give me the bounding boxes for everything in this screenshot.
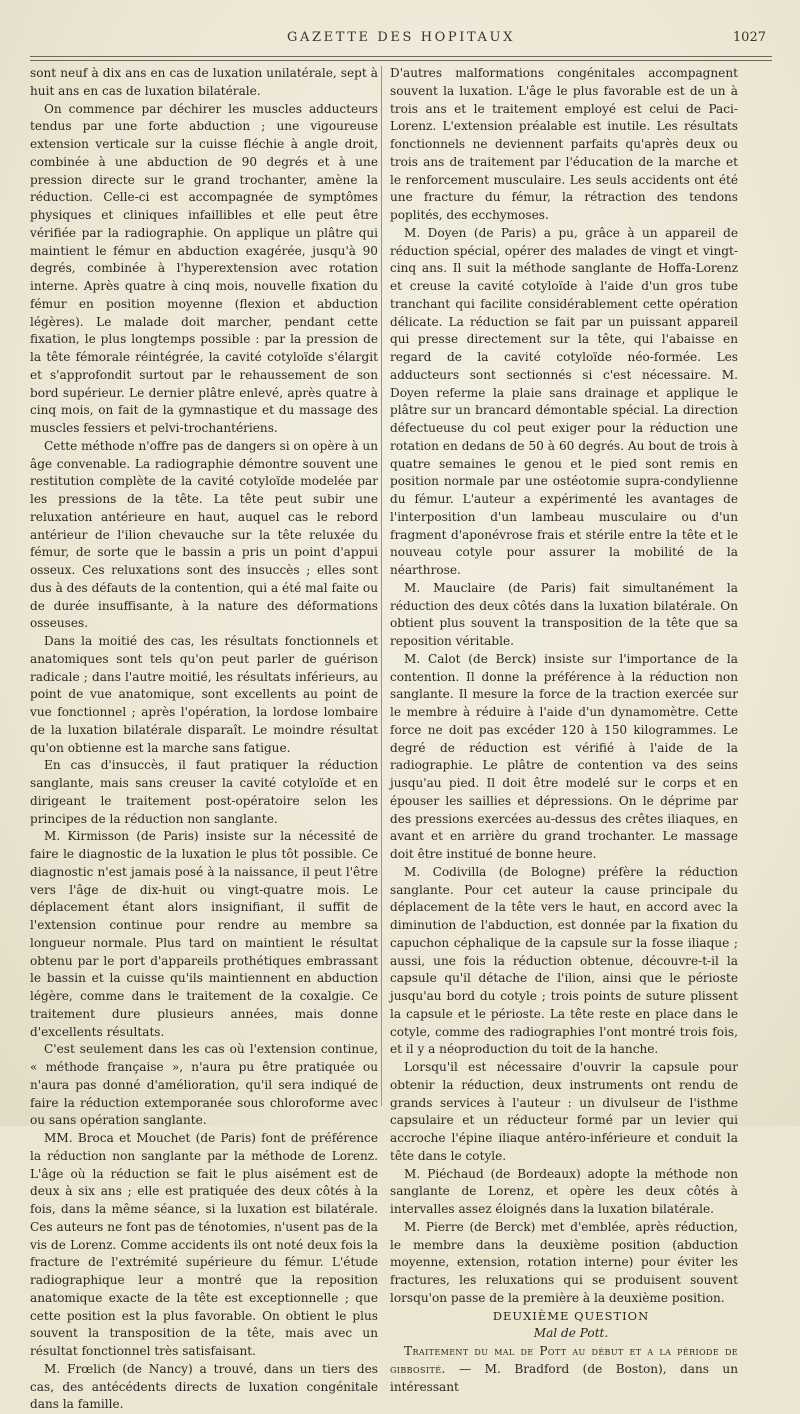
section-lead-text: — M. Bradford (de Boston), dans un intéressant <box>390 1361 738 1394</box>
paragraph: M. Frœlich (de Nancy) a trouvé, dans un tiers des cas, des antécédents directs de luxation congénitale dans la famille. <box>30 1361 378 1412</box>
section-heading: DEUXIÈME QUESTION <box>492 1308 650 1323</box>
section-lead-smallcaps: Traitement du mal de Pott au début et a la période de gibbosité. <box>390 1344 738 1376</box>
paragraph: D'autres malformations congénitales accompagnent souvent la luxation. L'âge le plus favorable est de un à trois ans et le traitement employé est celui de Paci-Lorenz. L'extension préalable est inutile. Les résultats fonctionnels ne deviennent parfaits qu'après deux ou trois ans de traitement par l'éducation de la marche et le renforcement musculaire. Les seuls accidents ont été une fracture du fémur, la rétraction des tendons poplités, des ecchymoses. <box>390 66 738 222</box>
paragraph: M. Mauclaire (de Paris) fait simultanément la réduction des deux côtés dans la luxation bilatérale. On obtient plus souvent la transposition de la tête que sa reposition véritable. <box>390 580 738 648</box>
page-number: 1027 <box>732 30 766 45</box>
paragraph: M. Kirmisson (de Paris) insiste sur la nécessité de faire le diagnostic de la luxation le plus tôt possible. Ce diagnostic n'est jamais posé à la naissance, il peut l'être vers l'âge de dix-huit ou vingt-quatre mois. Le déplacement étant alors insignifiant, il suffit de l'extension continue pour rendre au membre sa longueur normale. Plus tard on maintient le résultat obtenu par le port d'appareils prothétiques embrassant le bassin et la cuisse qu'ils maintiennent en abduction légère, comme dans le traitement de la coxalgie. Ce traitement dure plusieurs années, mais donne d'excellents résultats. <box>30 829 378 1039</box>
header-rule <box>30 56 772 57</box>
column-divider <box>381 66 382 1106</box>
paragraph: Lorsqu'il est nécessaire d'ouvrir la capsule pour obtenir la réduction, deux instruments ont rendu de grands services à l'auteur : un divulseur de l'isthme capsulaire et un réducteur formé par un levier qui accroche l'épine iliaque antéro-inférieure et conduit la tête dans le cotyle. <box>390 1060 738 1163</box>
paragraph: On commence par déchirer les muscles adducteurs tendus par une forte abduction ; une vigoureuse extension verticale sur la cuisse fléchie à angle droit, combinée à une abduction de 90 degrés et à une pression directe sur le grand trochanter, amène la réduction. Celle-ci est accompagnée de symptômes physiques et cliniques infaillibles et elle peut être vérifiée par la radiographie. On applique un plâtre qui maintient le fémur en abduction exagérée, jusqu'à 90 degrés, combinée à l'hyperextension avec rotation interne. Après quatre à cinq mois, nouvelle fixation du fémur en position moyenne (flexion et abduction légères). Le malade doit marcher, pendant cette fixation, le plus longtemps possible : par la pression de la tête fémorale réintégrée, la cavité cotyloïde s'élargit et s'approfondit surtout par le rehaussement de son bord supérieur. Le dernier plâtre enlevé, après quatre à cinq mois, on fait de la gymnastique et du massage des muscles fessiers et pelvi-trochantériens. <box>30 101 378 435</box>
right-column <box>390 65 738 1396</box>
paragraph: M. Doyen (de Paris) a pu, grâce à un appareil de réduction spécial, opérer des malades de vingt et vingt-cinq ans. Il suit la méthode sanglante de Hoffa-Lorenz et creuse la cavité cotyloïde à l'aide d'un gros tube tranchant qui facilite considérablement cette opération délicate. La réduction se fait par un puissant appareil qui presse directement sur la tête, qui l'abaisse en regard de la cavité cotyloïde néo-formée. Les adducteurs sont sectionnés si c'est nécessaire. M. Doyen referme la plaie sans drainage et applique le plâtre sur un brancard démontable spécial. La direction défectueuse du col peut exiger pour la réduction une rotation en dedans de 50 à 60 degrés. Au bout de trois à quatre semaines le genou et le pied sont remis en position normale par une ostéotomie supra-condylienne du fémur. L'auteur a expérimenté les avantages de l'interposition d'un lambeau musculaire ou d'un fragment d'aponévrose frais et stérile entre la tête et le nouveau cotyle pour assurer la mobilité de la néarthrose. <box>390 225 738 577</box>
paragraph: C'est seulement dans les cas où l'extension continue, « méthode française », n'aura pu être pratiquée ou n'aura pas donné d'amélioration, qu'il sera indiqué de faire la réduction extemporanée sous chloroforme avec ou sans opération sanglante. <box>30 1042 378 1128</box>
paragraph: En cas d'insuccès, il faut pratiquer la réduction sanglante, mais sans creuser la cavité cotyloïde et en dirigeant le traitement post-opératoire selon les principes de la réduction non sanglante. <box>30 758 378 826</box>
paragraph: Cette méthode n'offre pas de dangers si on opère à un âge convenable. La radiographie démontre souvent une restitution complète de la cavité cotyloïde modelée par les pressions de la tête. La tête peut subir une reluxation antérieure en haut, auquel cas le rebord antérieur de l'ilion chevauche sur la tête reluxée du fémur, de sorte que le bassin a pris un point d'appui osseux. Ces reluxations sont des insuccès ; elles sont dus à des défauts de la contention, qui a été mal faite ou de durée insuffisante, à la nature des déformations osseuses. <box>30 438 378 631</box>
page-header <box>30 26 772 50</box>
section-lead-paragraph <box>390 1343 738 1396</box>
left-column <box>30 65 378 1414</box>
paragraph: Dans la moitié des cas, les résultats fonctionnels et anatomiques sont tels qu'on peut parler de guérison radicale ; dans l'autre moitié, les résultats inférieurs, au point de vue anatomique, sont excellents au point de vue fonctionnel ; après l'opération, la lordose lombaire de la luxation bilatérale disparaît. Le moindre résultat qu'on obtienne est la marche sans fatigue. <box>30 634 378 755</box>
paragraph: M. Pierre (de Berck) met d'emblée, après réduction, le membre dans la deuxième position (abduction moyenne, extension, rotation interne) pour éviter les fractures, les reluxations qui se produisent souvent lorsqu'on passe de la première à la deuxième position. <box>390 1219 738 1305</box>
paragraph: M. Calot (de Berck) insiste sur l'importance de la contention. Il donne la préférence à la réduction non sanglante. Il mesure la force de la traction exercée sur le membre à réduire à l'aide d'un dynamomètre. Cette force ne doit pas excéder 120 à 150 kilogrammes. Le degré de réduction est vérifié à l'aide de la radiographie. Le plâtre de contention va des seins jusqu'au pied. Il doit être modelé sur le corps et en épouser les saillies et dépressions. On le déprime par des pressions exercées au-dessus des crêtes iliaques, en avant et en arrière du grand trochanter. Le massage doit être institué de bonne heure. <box>390 651 738 861</box>
paragraph: MM. Broca et Mouchet (de Paris) font de préférence la réduction non sanglante par la méthode de Lorenz. L'âge où la réduction se fait le plus aisément est de deux à six ans ; elle est pratiquée des deux côtés à la fois, dans la même séance, si la luxation est bilatérale. Ces auteurs ne font pas de ténotomies, n'usent pas de la vis de Lorenz. Comme accidents ils ont noté deux fois la fracture de l'extrémité supérieure du fémur. L'étude radiographique leur a montré que la reposition anatomique exacte de la tête est exceptionnelle ; que cette position est la plus favorable. On obtient le plus souvent la transposition de la tête, mais avec un résultat fonctionnel très satisfaisant. <box>30 1131 378 1358</box>
paragraph: M. Piéchaud (de Bordeaux) adopte la méthode non sanglante de Lorenz, et opère les deux côtés à intervalles assez éloignés dans la luxation bilatérale. <box>390 1166 738 1216</box>
running-title: GAZETTE DES HOPITAUX <box>287 30 515 45</box>
paragraph: M. Codivilla (de Bologne) préfère la réduction sanglante. Pour cet auteur la cause principale du déplacement de la tête vers le haut, en accord avec la diminution de l'abduction, est donnée par la fixation du capuchon céphalique de la capsule sur la fosse iliaque ; aussi, une fois la réduction obtenue, découvre-t-il la capsule qu'il détache de l'ilion, ainsi que le périoste jusqu'au bord du cotyle ; trois points de suture plissent la capsule et le périoste. La tête reste en place dans le cotyle, comme des radiographies l'ont montré trois fois, et il y a néoproduction du toit de la hanche. <box>390 864 738 1057</box>
paragraph: sont neuf à dix ans en cas de luxation unilatérale, sept à huit ans en cas de luxation bilatérale. <box>30 66 378 98</box>
header-rule-double <box>30 60 772 61</box>
section-subheading: Mal de Pott. <box>533 1326 609 1341</box>
